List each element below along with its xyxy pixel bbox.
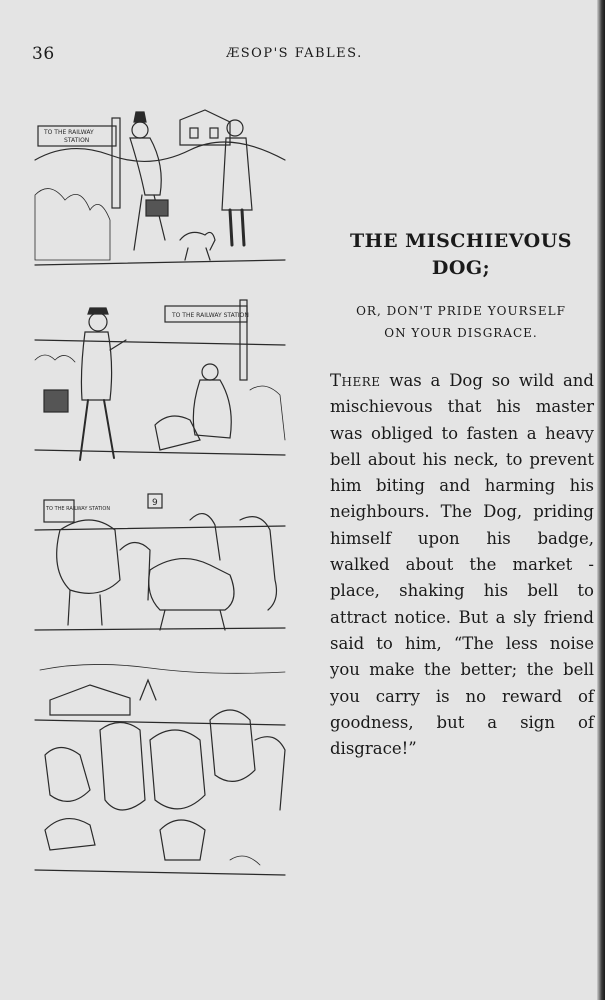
panel-4-illustration [35,664,285,875]
page-edge [597,0,605,1000]
fable-body [330,368,594,762]
page-number: 36 [32,44,55,64]
fable-title [328,228,594,282]
fable-subtitle-line1: OR, DON'T PRIDE YOURSELF [356,304,566,318]
fable-title-line1: THE MISCHIEVOUS [349,230,573,252]
panel-2-illustration [35,300,285,460]
fable-subtitle [328,300,594,344]
illustration-column [30,100,295,890]
panel-1-sign-line1: TO THE RAILWAY [44,129,94,136]
panel-1-sign-line2: STATION [64,137,90,144]
fable-subtitle-line2: ON YOUR DISGRACE. [384,326,538,340]
fable-body-first-word: There [330,371,381,390]
fable-title-line2: DOG; [431,257,491,279]
panel-3-sign-right: 9 [152,498,158,508]
fable-body-rest: was a Dog so wild and mischievous that his master was obliged to fasten a heavy bell about his neck, to prevent him biting and harming his neighbours. The Dog, priding himself upon his badge, walked about the market - place, shaking his bell to attract notice. But a sly friend said to him, “The less noise you make the better; the bell you carry is no reward of goodness, but a sign of disgrace!” [330,371,594,759]
panel-3-illustration [35,494,285,630]
running-title: ÆSOP'S FABLES. [226,46,363,61]
illustration-svg [30,100,295,890]
panel-3-sign-left: TO THE RAILWAY STATION [46,506,111,512]
panel-2-sign: TO THE RAILWAY STATION [172,312,249,319]
fable-text-column [328,228,594,762]
panel-1-illustration [35,110,285,265]
running-head [32,44,557,66]
